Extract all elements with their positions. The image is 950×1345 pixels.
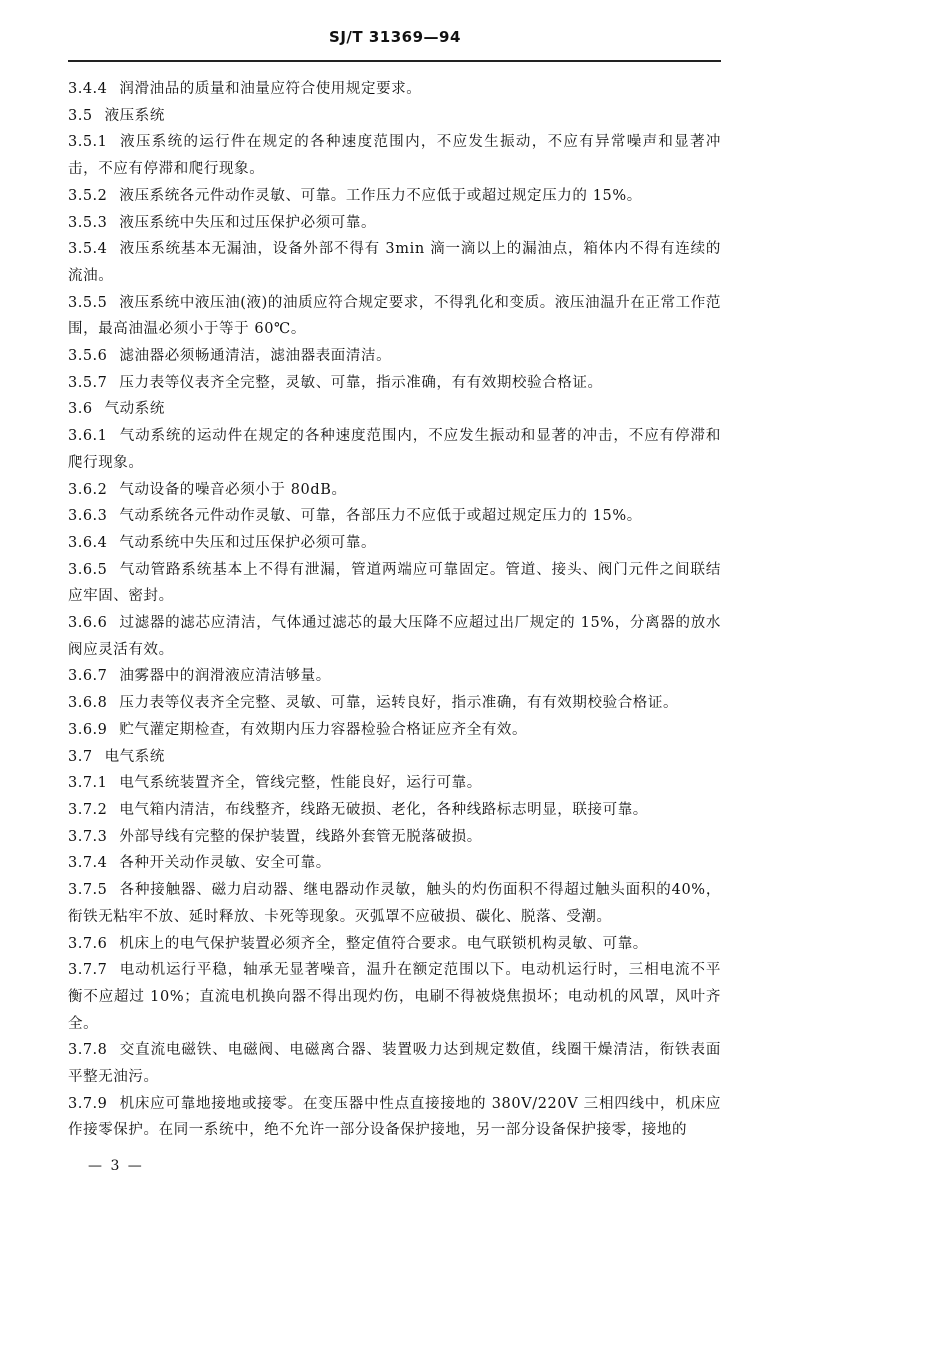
clause-paragraph [68,210,721,237]
clause-number: 3.5.2 [68,187,108,204]
clause-number: 3.6.6 [68,615,108,632]
clause-number: 3.7.5 [68,882,108,899]
clause-number: 3.7.9 [68,1095,108,1112]
clause-text: 各种开关动作灵敏、安全可靠。 [119,855,331,872]
clause-paragraph [68,557,721,610]
clause-text: 滤油器必须畅通清洁，滤油器表面清洁。 [119,348,392,365]
clause-paragraph [68,76,721,103]
clause-text: 交直流电磁铁、电磁阀、电磁离合器、装置吸力达到规定数值，线圈干燥清洁，衔铁表面平整无油污。 [68,1042,721,1086]
clause-number: 3.6.4 [68,534,108,551]
clause-text: 气动系统各元件动作灵敏、可靠，各部压力不应低于或超过规定压力的 15%。 [119,508,642,525]
clause-paragraph [68,370,721,397]
clause-paragraph [68,423,721,476]
clause-paragraph [68,877,721,930]
clause-paragraph [68,850,721,877]
clause-number: 3.7.1 [68,775,108,792]
clause-number: 3.7.2 [68,801,108,818]
clause-text: 电气系统装置齐全，管线完整，性能良好，运行可靠。 [119,775,482,792]
clause-number: 3.7.3 [68,828,108,845]
clause-text: 贮气灌定期检查，有效期内压力容器检验合格证应齐全有效。 [119,721,528,738]
clause-paragraph [68,690,721,717]
clause-number: 3.5.7 [68,374,108,391]
section-title: 气动系统 [104,401,165,418]
clause-text: 润滑油品的质量和油量应符合使用规定要求。 [119,81,422,97]
clause-text: 机床应可靠地接地或接零。在变压器中性点直接接地的 380V/220V 三相四线中，机床应作接零保护。在同一系统中，绝不允许一部分设备保护接地，另一部分设备保护接零，接地的 [68,1095,721,1139]
clause-number: 3.4.4 [68,81,108,97]
section-heading [68,103,721,130]
clause-number: 3.6.8 [68,695,108,712]
section-heading [68,396,721,423]
clause-paragraph [68,1091,721,1144]
clause-paragraph [68,1037,721,1090]
clause-number: 3.6.7 [68,668,108,685]
clause-number: 3.6.1 [68,428,108,445]
clause-number: 3.5.4 [68,241,108,258]
clause-number: 3.6 [68,401,93,418]
clause-text: 液压系统中失压和过压保护必须可靠。 [119,214,377,231]
clause-text: 压力表等仪表齐全完整，灵敏、可靠，指示准确，有有效期校验合格证。 [119,374,603,391]
clause-paragraph [68,770,721,797]
section-title: 液压系统 [104,107,165,124]
clause-number: 3.5.6 [68,348,108,365]
clause-paragraph [68,503,721,530]
clause-paragraph [68,129,721,182]
clause-text: 气动管路系统基本上不得有泄漏，管道两端应可靠固定。管道、接头、阀门元件之间联结应牢固、密封。 [68,561,721,605]
clause-paragraph [68,236,721,289]
clause-text: 液压系统基本无漏油，设备外部不得有 3min 滴一滴以上的漏油点，箱体内不得有连续的流油。 [68,241,721,284]
clause-paragraph [68,610,721,663]
clause-number: 3.6.5 [68,561,108,578]
document-header: SJ/T 31369—94 [329,28,461,46]
clause-text: 气动设备的噪音必须小于 80dB。 [119,481,347,498]
clause-paragraph [68,931,721,958]
clause-paragraph [68,343,721,370]
clause-paragraph [68,290,721,343]
section-title: 电气系统 [104,748,165,765]
clause-number: 3.5 [68,107,93,124]
clause-paragraph [68,530,721,557]
page-number: — 3 — [88,1158,144,1174]
clause-number: 3.5.1 [68,134,108,151]
clause-text: 气动系统中失压和过压保护必须可靠。 [119,534,377,551]
clause-text: 液压系统各元件动作灵敏、可靠。工作压力不应低于或超过规定压力的 15%。 [119,187,642,204]
clause-number: 3.6.2 [68,481,108,498]
clause-paragraph [68,183,721,210]
clause-paragraph [68,957,721,1037]
header-rule [68,60,721,62]
clause-number: 3.5.5 [68,294,108,311]
clause-number: 3.7.7 [68,962,108,979]
clause-number: 3.6.9 [68,721,108,738]
section-heading [68,744,721,771]
clause-number: 3.7.8 [68,1042,108,1059]
clause-text: 各种接触器、磁力启动器、继电器动作灵敏，触头的灼伤面积不得超过触头面积的40%，衔铁无粘牢不放、延时释放、卡死等现象。灭弧罩不应破损、碳化、脱落、受潮。 [68,882,721,925]
clause-text: 过滤器的滤芯应清洁，气体通过滤芯的最大压降不应超过出厂规定的 15%，分离器的放水阀应灵活有效。 [68,615,721,658]
clause-paragraph [68,663,721,690]
clause-number: 3.6.3 [68,508,108,525]
clause-number: 3.7.4 [68,855,108,872]
clause-paragraph [68,717,721,744]
clause-text: 外部导线有完整的保护装置，线路外套管无脱落破损。 [119,828,482,845]
clause-text: 机床上的电气保护装置必须齐全，整定值符合要求。电气联锁机构灵敏、可靠。 [119,935,648,952]
clause-number: 3.7.6 [68,935,108,952]
clause-text: 液压系统的运行件在规定的各种速度范围内，不应发生振动，不应有异常噪声和显著冲击，不应有停滞和爬行现象。 [68,134,721,178]
clause-text: 气动系统的运动件在规定的各种速度范围内，不应发生振动和显著的冲击，不应有停滞和爬行现象。 [68,428,721,471]
clause-text: 油雾器中的润滑液应清洁够量。 [119,668,331,685]
clause-paragraph [68,797,721,824]
clause-text: 电动机运行平稳，轴承无显著噪音，温升在额定范围以下。电动机运行时，三相电流不平衡不应超过 10%；直流电机换向器不得出现灼伤，电刷不得被烧焦损坏；电动机的风罩，风叶齐全。 [68,962,721,1032]
clause-text: 液压系统中液压油(液)的油质应符合规定要求，不得乳化和变质。液压油温升在正常工作范围，最高油温必须小于等于 60℃。 [68,294,721,338]
clause-number: 3.7 [68,748,93,765]
document-body [68,76,721,1144]
clause-text: 压力表等仪表齐全完整、灵敏、可靠，运转良好，指示准确，有有效期校验合格证。 [119,695,679,712]
clause-paragraph [68,477,721,504]
clause-number: 3.5.3 [68,214,108,231]
clause-paragraph [68,824,721,851]
clause-text: 电气箱内清洁，布线整齐，线路无破损、老化，各种线路标志明显，联接可靠。 [119,801,648,818]
